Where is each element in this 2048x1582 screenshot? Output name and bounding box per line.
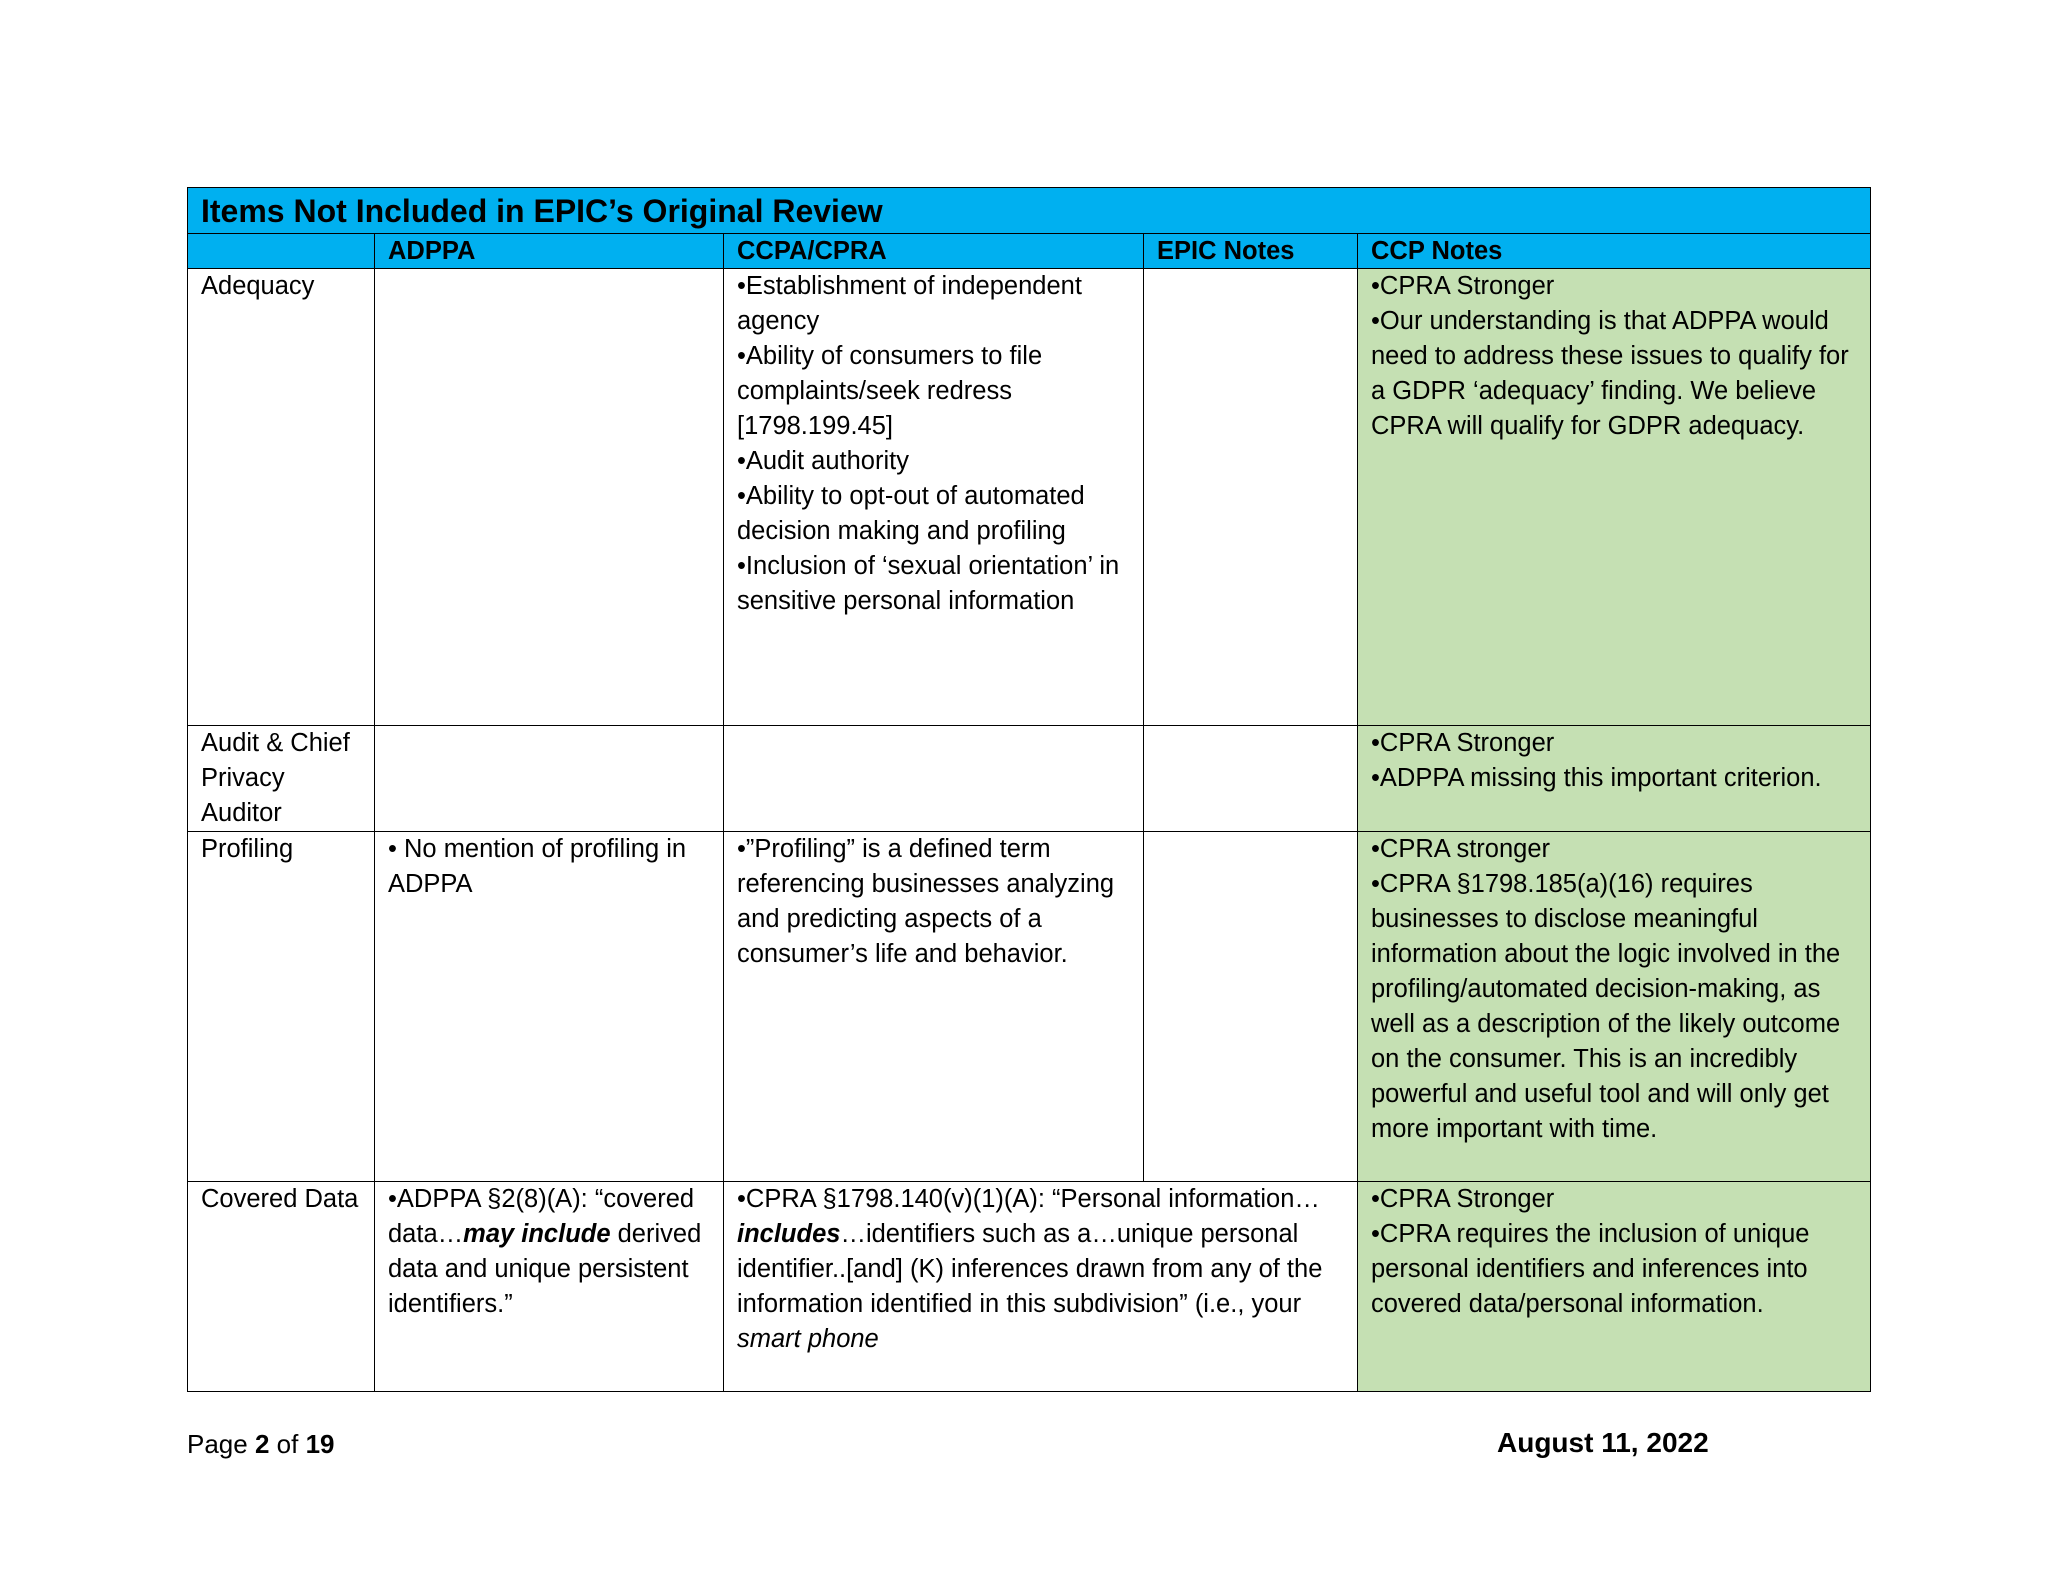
table-row-profiling	[188, 832, 1871, 1182]
list-item: •CPRA Stronger	[1371, 1185, 1555, 1213]
list-item: •Ability to opt-out of automated decision making and profiling	[737, 482, 1085, 545]
row-label-covered-data: Covered Data	[188, 1182, 375, 1392]
cell-audit-ccpa	[724, 726, 1144, 832]
list-item: •Audit authority	[737, 447, 909, 475]
header-ccpa-cpra: CCPA/CPRA	[724, 234, 1144, 269]
list-item: •CPRA Stronger	[1371, 729, 1555, 757]
text-run: •CPRA §1798.140(v)(1)(A): “Personal information…	[737, 1185, 1320, 1213]
text-run: •ADPPA §2(8)(A): “covered data…	[388, 1185, 695, 1248]
table-row-adequacy	[188, 269, 1871, 726]
emphasis-text: includes	[737, 1220, 841, 1248]
table-header-row	[188, 234, 1871, 269]
header-epic-notes: EPIC Notes	[1144, 234, 1358, 269]
header-ccp-notes: CCP Notes	[1358, 234, 1871, 269]
cell-profiling-ccpa: •”Profiling” is a defined term referencing businesses analyzing and predicting aspects of a consumer’s life and behavior.	[724, 832, 1144, 1182]
list-item: •CPRA requires the inclusion of unique personal identifiers and inferences into covered data/personal information.	[1371, 1220, 1810, 1318]
text-run: derived data and unique persistent identifiers.”	[388, 1220, 702, 1318]
review-table	[187, 187, 1871, 1392]
emphasis-text: may include	[463, 1220, 611, 1248]
cell-adequacy-ccp	[1358, 269, 1871, 726]
page-of: of	[269, 1429, 306, 1459]
cell-covered-ccp	[1358, 1182, 1871, 1392]
list-item: •Ability of consumers to file complaints/seek redress [1798.199.45]	[737, 342, 1043, 440]
emphasis-text: smart phone	[737, 1325, 879, 1353]
cell-audit-adppa	[375, 726, 724, 832]
cell-profiling-adppa: • No mention of profiling in ADPPA	[375, 832, 724, 1182]
table-row-audit	[188, 726, 1871, 832]
table-row-covered-data	[188, 1182, 1871, 1392]
page-prefix: Page	[187, 1429, 255, 1459]
list-item: •Our understanding is that ADPPA would need to address these issues to qualify for a GDPR ‘adequacy’ finding. We believe CPRA will qualify for GDPR adequacy.	[1371, 307, 1849, 440]
list-item: •Inclusion of ‘sexual orientation’ in sensitive personal information	[737, 552, 1120, 615]
table-title-row	[188, 188, 1871, 234]
document-date: August 11, 2022	[1497, 1427, 1709, 1458]
cell-audit-epic	[1144, 726, 1358, 832]
cell-adequacy-adppa	[375, 269, 724, 726]
header-adppa: ADPPA	[375, 234, 724, 269]
row-label-profiling: Profiling	[188, 832, 375, 1182]
row-label-audit: Audit & Chief Privacy Auditor	[188, 726, 375, 832]
list-item: •CPRA §1798.185(a)(16) requires businesses to disclose meaningful information about the logic involved in the profiling/automated decision-making, as well as a description of the likely outcome on the consumer. This is an incredibly powerful and useful tool and will only get more important with time.	[1371, 870, 1841, 1143]
cell-covered-adppa	[375, 1182, 724, 1392]
list-item: •CPRA Stronger	[1371, 272, 1555, 300]
cell-profiling-ccp	[1358, 832, 1871, 1182]
page-number	[187, 1428, 334, 1460]
cell-covered-ccpa	[724, 1182, 1358, 1392]
row-label-adequacy: Adequacy	[188, 269, 375, 726]
header-empty	[188, 234, 375, 269]
current-page: 2	[254, 1429, 270, 1459]
total-pages: 19	[305, 1429, 335, 1459]
text-run: …identifiers such as a…unique personal identifier..[and] (K) inferences drawn from any of the information identified in this subdivision” (i.e., your	[737, 1220, 1323, 1318]
cell-audit-ccp	[1358, 726, 1871, 832]
list-item: •CPRA stronger	[1371, 835, 1550, 863]
list-item: •Establishment of independent agency	[737, 272, 1082, 335]
cell-profiling-epic	[1144, 832, 1358, 1182]
cell-adequacy-epic	[1144, 269, 1358, 726]
table-title: Items Not Included in EPIC’s Original Review	[188, 188, 1871, 234]
cell-adequacy-ccpa	[724, 269, 1144, 726]
list-item: •ADPPA missing this important criterion.	[1371, 764, 1822, 792]
